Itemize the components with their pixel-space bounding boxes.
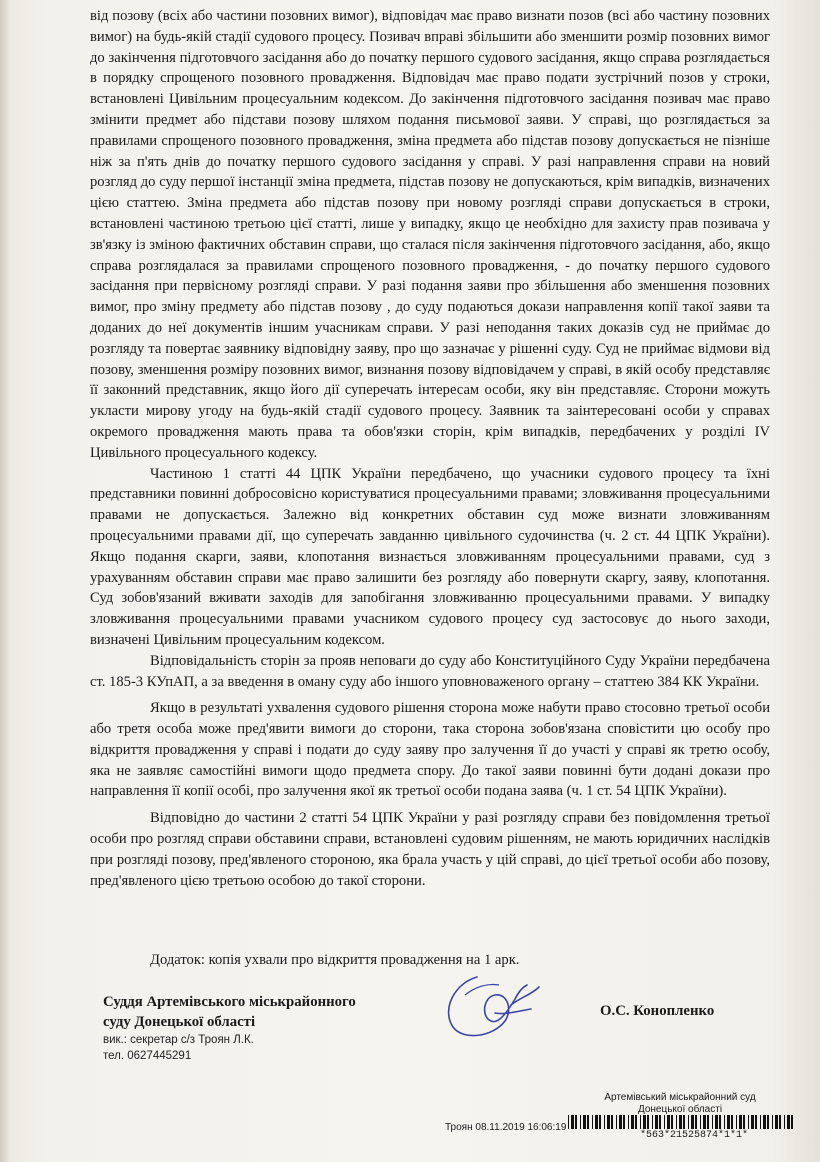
judge-name: О.С. Конопленко: [600, 1003, 715, 1019]
paragraph-liability: Відповідальність сторін за прояв неповаги до суду або Конституційного Суду України передбачена ст. 185-3 КУпАП, а за введення в оману суду або іншого уповноваженого органу – статтею 384 КК України.: [90, 652, 770, 690]
court-stamp: [600, 1092, 760, 1116]
judge-title: [103, 992, 356, 1032]
court-stamp-line2: Донецької області: [637, 1104, 723, 1115]
scan-edge-shadow: [0, 0, 10, 1162]
phone-note: тел. 0627445291: [103, 1050, 192, 1062]
paragraph-abuse-of-rights: Частиною 1 статті 44 ЦПК України передбачено, що учасники судового процесу та їхні представники повинні добросовісно користуватися процесуальними правами; зловживання процесуальними правами не допускається. Залежно від конкретних обставин суд може визнати зловживанням процесуальними правами дії, що суперечать завданню цивільного судочинства (ч. 2 ст. 44 ЦПК України). Якщо подання скарги, заяви, клопотання визнається зловживанням процесуальними правами, суд з урахуванням обставин справи має право залишити без розгляду або повернути скаргу, заяву, клопотання. Суд зобов'язаний вживати заходів для запобігання зловживанню процесуальними правами. У випадку зловживання процесуальними правами учасником судового процесу суд застосовує до нього заходи, визначені Цивільним процесуальним кодексом.: [90, 465, 770, 648]
document-body: [90, 6, 770, 891]
paragraph-third-party: Якщо в результаті ухвалення судового рішення сторона може набути право стосовно третьої особи або третя особа може пред'явити вимоги до сторони, така сторона зобов'язана сповістити цю особу про відкриття провадження у справі і подати до суду заяву про залучення її до участі у справі як третю особу, яка не заявляє самостійні вимоги щодо предмета спору. До такої заяви повинні бути додані докази про направлення її копії особі, про залучення якої як третьої особи подана заява (ч. 1 ст. 54 ЦПК України).: [90, 700, 770, 800]
executor-note: вик.: секретар с/з Троян Л.К.: [103, 1034, 254, 1046]
attachment-note: Додаток: копія ухвали про відкриття провадження на 1 арк.: [150, 952, 520, 968]
paragraph-third-party-consequences: Відповідно до частини 2 статті 54 ЦПК України у разі розгляду справи без повідомлення третьої особи про розгляд справи обставини справи, встановлені судовим рішенням, не мають юридичних наслідків при розгляді позову, пред'явленого стороною, яка брала участь у цій справі, до цієї третьої особи або позову, пред'явленого цією третьою особою до такої сторони.: [90, 810, 770, 889]
barcode-number: *563*21525874*1*1*: [640, 1130, 749, 1141]
handwritten-signature: [435, 965, 555, 1050]
court-stamp-line1: Артемівський міськрайонний суд: [604, 1092, 756, 1103]
paragraph-continuation: від позову (всіх або частини позовних вимог), відповідач має право визнати позов (всі або частину позовних вимог) на будь-якій стадії судового процесу. Позивач вправі збільшити або зменшити розмір позовних вимог до закінчення підготовчого засідання або до початку першого судового засідання, якщо справа розглядається в порядку спрощеного позовного провадження. Відповідач має право подати зустрічний позов у строки, встановлені Цивільним процесуальним кодексом. До закінчення підготовчого засідання позивач має право змінити предмет або підстави позову шляхом подання письмової заяви. У справі, що розглядається за правилами спрощеного позовного провадження, зміна предмета або підстав позову допускається не пізніше ніж за п'ять днів до початку першого судового засідання у справі. У разі направлення справи на новий розгляд до суду першої інстанції зміна предмета, підстав позову не допускаються, крім випадків, визначених цією статтею. Зміна предмета або підстав позову при новому розгляді справи допускається в строки, встановлені частиною третьою цієї статті, лише у випадку, якщо це необхідно для захисту прав позивача у зв'язку із зміною фактичних обставин справи, що сталася після закінчення підготовчого засідання, або, якщо справа розглядалася за правилами спрощеного позовного провадження, - до початку першого судового засідання при первісному розгляді справи. У разі подання заяви про збільшення або зменшення позовних вимог, про зміну предмету або підстав позову , до суду подаються докази направлення копії такої заяви та доданих до неї документів іншим учасникам справи. У разі неподання таких доказів суд не приймає до розгляду та повертає заявнику відповідну заяву, про що зазначає у рішенні суду. Суд не приймає відмови від позову, зменшення розміру позовних вимог, визнання позову відповідачем у справі, в якій особу представляє її законний представник, якщо його дії суперечать інтересам особи, яку він представляє. Сторони можуть укласти мирову угоду на будь-якій стадії судового процесу. Заявник та заінтересовані особи у справах окремого провадження мають права та обов'язки сторін, крім випадків, передбачених у розділі IV Цивільного процесуального кодексу.: [90, 8, 770, 461]
judge-title-line2: суду Донецької області: [103, 1014, 256, 1030]
judge-title-line1: Суддя Артемівського міськрайонного: [103, 994, 356, 1010]
registration-timestamp: Троян 08.11.2019 16:06:19: [445, 1122, 567, 1133]
